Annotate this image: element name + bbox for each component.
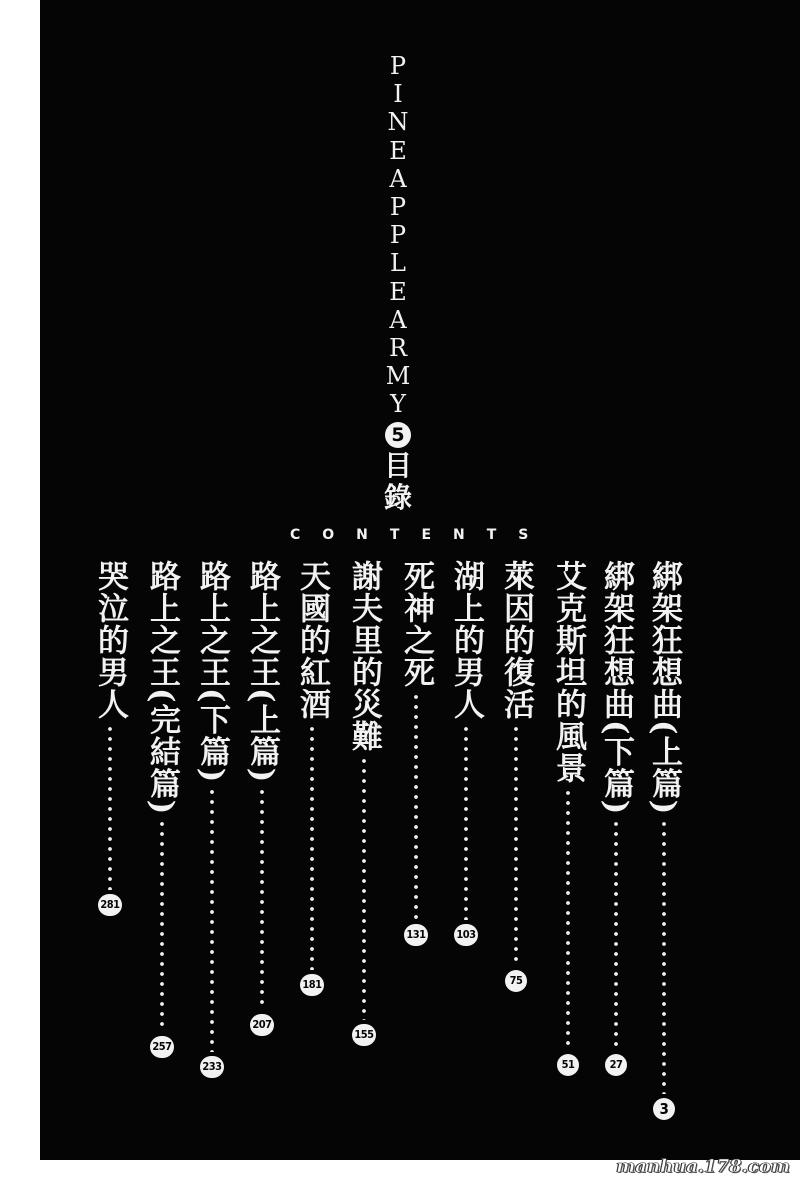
book-title-vertical xyxy=(376,52,420,514)
toc-title: 艾克斯坦的風景 xyxy=(550,560,586,784)
toc-entry[interactable] xyxy=(190,560,234,1078)
title-letter: N xyxy=(387,108,409,137)
toc-title: 路上之王(完結篇) xyxy=(144,560,180,816)
dot-leader xyxy=(210,787,214,1052)
dot-leader xyxy=(414,692,418,920)
toc-entry[interactable] xyxy=(88,560,132,916)
page-number-badge: 181 xyxy=(300,974,323,996)
title-letter: A xyxy=(389,164,407,193)
title-letter: R xyxy=(388,333,408,362)
toc-title: 哭泣的男人 xyxy=(92,560,128,720)
toc-entry[interactable] xyxy=(342,560,386,1046)
title-letter: A xyxy=(389,305,407,334)
toc-entry[interactable] xyxy=(642,560,686,1120)
toc-entry[interactable] xyxy=(444,560,488,946)
dot-leader xyxy=(662,819,666,1094)
title-letter: L xyxy=(390,249,406,278)
dot-leader xyxy=(160,819,164,1032)
toc-entry[interactable] xyxy=(140,560,184,1058)
dot-leader xyxy=(514,724,518,966)
toc-title: 綁架狂想曲(下篇) xyxy=(598,560,634,816)
page-number-badge: 155 xyxy=(352,1024,375,1046)
toc-title: 路上之王(上篇) xyxy=(244,560,280,784)
dot-leader xyxy=(310,724,314,970)
page-number-badge: 3 xyxy=(653,1098,675,1120)
title-letter: E xyxy=(389,277,407,306)
title-letter: E xyxy=(389,136,407,165)
contents-heading: CONTENTS xyxy=(290,527,551,543)
title-letter: M xyxy=(385,362,411,391)
dot-leader xyxy=(260,787,264,1010)
title-letter: P xyxy=(389,192,407,221)
dot-leader xyxy=(566,788,570,1050)
page-margin xyxy=(0,0,40,1189)
page-number-badge: 281 xyxy=(98,894,121,916)
page-number-badge: 233 xyxy=(200,1056,223,1078)
page-number-badge: 103 xyxy=(454,924,477,946)
page-number-badge: 257 xyxy=(150,1036,173,1058)
site-watermark: manhua.178.com xyxy=(616,1156,790,1177)
toc-title: 萊因的復活 xyxy=(498,560,534,720)
toc-title: 謝夫里的災難 xyxy=(346,560,382,752)
dot-leader xyxy=(108,724,112,890)
page-number-badge: 75 xyxy=(505,970,527,992)
mulu-char: 錄 xyxy=(383,481,412,515)
title-letter: Y xyxy=(390,390,406,419)
toc-title: 綁架狂想曲(上篇) xyxy=(646,560,682,816)
toc-entry[interactable] xyxy=(494,560,538,992)
toc-title: 死神之死 xyxy=(398,560,434,688)
dot-leader xyxy=(614,819,618,1050)
toc-entry[interactable] xyxy=(594,560,638,1076)
toc-entry[interactable] xyxy=(546,560,590,1076)
page-number-badge: 27 xyxy=(605,1054,627,1076)
mulu-char: 目 xyxy=(383,449,412,483)
page-number-badge: 51 xyxy=(557,1054,579,1076)
toc-title: 湖上的男人 xyxy=(448,560,484,720)
page-number-badge: 131 xyxy=(404,924,427,946)
volume-badge: 5 xyxy=(385,422,411,448)
toc-entry[interactable] xyxy=(240,560,284,1036)
dot-leader xyxy=(464,724,468,920)
title-letter: P xyxy=(389,221,407,250)
title-letter: P xyxy=(389,52,407,80)
dot-leader xyxy=(362,756,366,1020)
toc-title: 天國的紅酒 xyxy=(294,560,330,720)
toc-entry[interactable] xyxy=(290,560,334,996)
title-letter: I xyxy=(393,80,403,109)
page-number-badge: 207 xyxy=(250,1014,273,1036)
toc-entry[interactable] xyxy=(394,560,438,946)
toc-title: 路上之王(下篇) xyxy=(194,560,230,784)
